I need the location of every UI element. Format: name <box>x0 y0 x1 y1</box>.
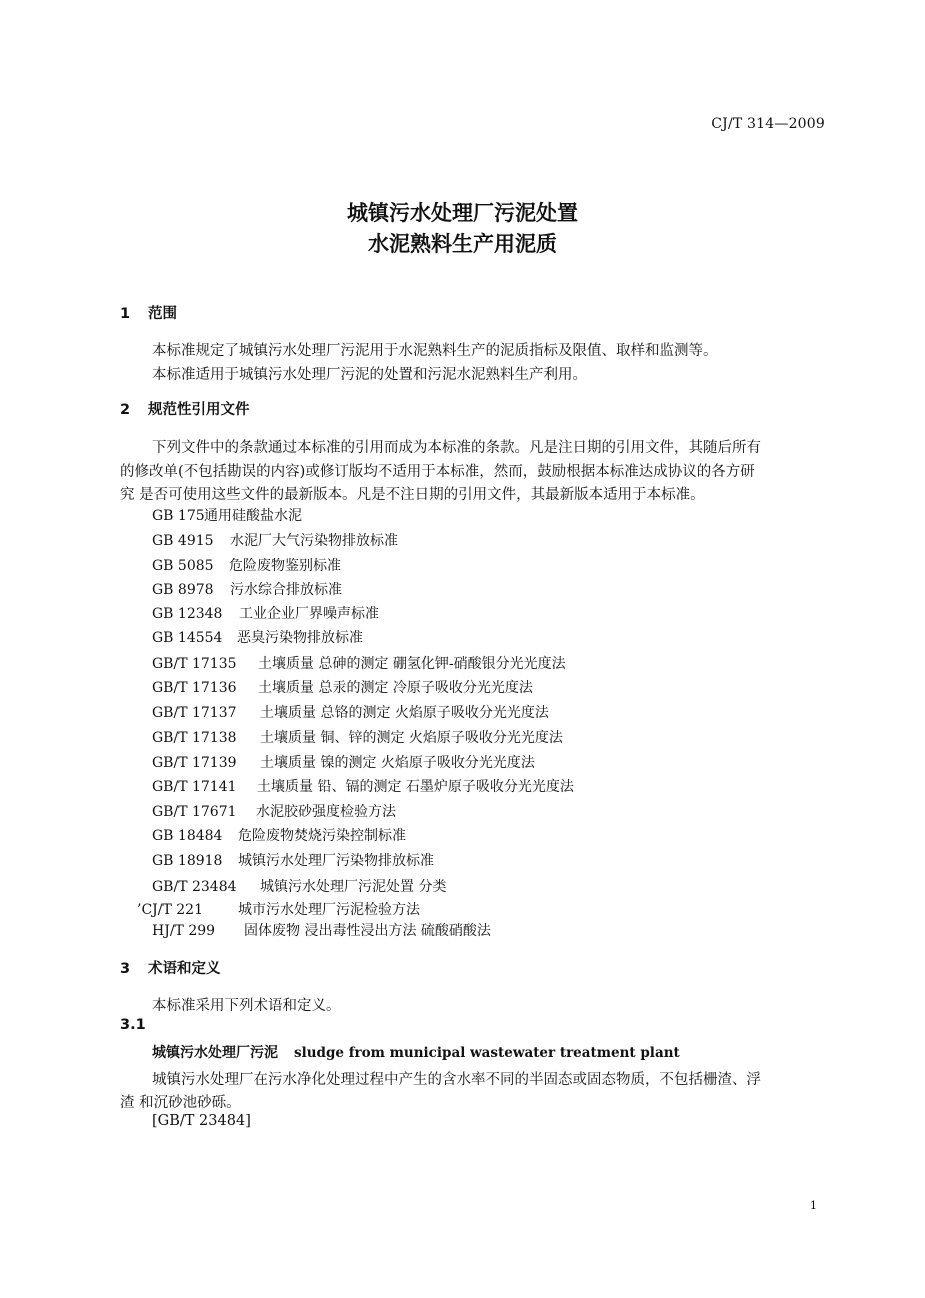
reference-item <box>152 727 563 747</box>
term-definition-line: 城镇污水处理厂在污水净化处理过程中产生的含水率不同的半固态或固态物质，不包括栅渣、浮 <box>152 1072 761 1088</box>
paragraph-line: 的修改单(不包括勘误的内容)或修订版均不适用于本标准，然而，鼓励根据本标准达成协议的各方研 <box>120 464 755 480</box>
reference-name: 城市污水处理厂污泥检验方法 <box>238 902 420 918</box>
reference-code: GB 18918 <box>152 853 223 869</box>
reference-name: 危险废物鉴别标准 <box>229 558 341 574</box>
section-title: 规范性引用文件 <box>148 402 250 418</box>
reference-code: GB 18484 <box>152 828 223 844</box>
reference-code: GB/T 23484 <box>152 879 237 895</box>
reference-name: 土壤质量 铅、镉的测定 石墨炉原子吸收分光光度法 <box>257 779 574 795</box>
reference-item <box>152 920 491 940</box>
term-number: 3.1 <box>120 1017 146 1033</box>
reference-item <box>137 899 420 919</box>
reference-name: 通用硅酸盐水泥 <box>204 508 302 524</box>
reference-code: GB 12348 <box>152 606 223 622</box>
reference-item <box>152 825 406 845</box>
reference-item <box>152 702 549 722</box>
section-title: 术语和定义 <box>148 961 221 977</box>
reference-name: 水泥厂大气污染物排放标准 <box>230 533 398 549</box>
reference-code: GB/T 17136 <box>152 680 237 696</box>
page-number: 1 <box>810 1199 817 1212</box>
paragraph: 本标准适用于城镇污水处理厂污泥的处置和污泥水泥熟料生产利用。 <box>152 367 587 383</box>
section-number: 3 <box>120 961 131 977</box>
reference-code: GB 8978 <box>152 582 214 598</box>
reference-item <box>152 555 341 575</box>
reference-name: 土壤质量 总砷的测定 硼氢化钾-硝酸银分光光度法 <box>258 656 566 672</box>
term-chinese: 城镇污水处理厂污泥 <box>152 1045 278 1061</box>
paragraph: 本标准规定了城镇污水处理厂污泥用于水泥熟料生产的泥质指标及限值、取样和监测等。 <box>152 343 718 359</box>
reference-item <box>152 801 396 821</box>
reference-code: GB 5085 <box>152 558 214 574</box>
reference-code: ’CJ/T 221 <box>137 902 204 918</box>
reference-item <box>152 876 446 896</box>
document-title-line1: 城镇污水处理厂污泥处置 <box>347 201 578 225</box>
reference-item <box>152 653 566 673</box>
reference-code: GB/T 17141 <box>152 779 237 795</box>
term-heading <box>152 1042 680 1062</box>
reference-item <box>152 579 342 599</box>
reference-name: 土壤质量 铜、锌的测定 火焰原子吸收分光光度法 <box>260 730 563 746</box>
section-heading-2 <box>120 398 250 419</box>
paragraph: 本标准采用下列术语和定义。 <box>152 998 341 1014</box>
reference-item <box>152 776 574 796</box>
reference-item <box>152 505 302 525</box>
reference-code: GB 4915 <box>152 533 214 549</box>
reference-item <box>152 603 379 623</box>
section-heading-3 <box>120 957 221 978</box>
reference-code: GB 175 <box>152 508 205 524</box>
reference-item <box>152 850 434 870</box>
term-definition-line: 渣 和沉砂池砂砾。 <box>120 1095 241 1111</box>
term-english: sludge from municipal wastewater treatment plant <box>294 1045 680 1061</box>
reference-code: GB/T 17138 <box>152 730 237 746</box>
reference-name: 恶臭污染物排放标准 <box>237 630 363 646</box>
paragraph-line: 究 是否可使用这些文件的最新版本。凡是不注日期的引用文件，其最新版本适用于本标准。 <box>120 487 705 503</box>
reference-item <box>152 752 535 772</box>
reference-code: HJ/T 299 <box>152 923 216 939</box>
reference-name: 土壤质量 总铬的测定 火焰原子吸收分光光度法 <box>260 705 549 721</box>
reference-name: 污水综合排放标准 <box>230 582 342 598</box>
section-title: 范围 <box>148 306 177 322</box>
reference-name: 城镇污水处理厂污泥处置 分类 <box>260 879 447 895</box>
document-title-line2: 水泥熟料生产用泥质 <box>368 232 557 256</box>
section-heading-1 <box>120 302 177 323</box>
reference-code: GB/T 17671 <box>152 804 237 820</box>
paragraph-line: 下列文件中的条款通过本标准的引用而成为本标准的条款。凡是注日期的引用文件，其随后所有 <box>152 440 761 456</box>
reference-code: GB/T 17139 <box>152 755 237 771</box>
reference-name: 城镇污水处理厂污染物排放标准 <box>238 853 434 869</box>
section-number: 2 <box>120 402 131 418</box>
reference-item <box>152 530 398 550</box>
reference-item <box>152 677 533 697</box>
reference-name: 工业企业厂界噪声标准 <box>239 606 379 622</box>
reference-name: 水泥胶砂强度检验方法 <box>256 804 396 820</box>
reference-name: 危险废物焚烧污染控制标准 <box>238 828 406 844</box>
reference-item <box>152 627 363 647</box>
reference-code: GB/T 17137 <box>152 705 237 721</box>
reference-name: 土壤质量 总汞的测定 冷原子吸收分光光度法 <box>258 680 533 696</box>
term-source: [GB/T 23484] <box>152 1113 251 1129</box>
standard-code: CJ/T 314—2009 <box>711 116 825 132</box>
reference-name: 土壤质量 镍的测定 火焰原子吸收分光光度法 <box>260 755 535 771</box>
reference-code: GB 14554 <box>152 630 223 646</box>
reference-name: 固体废物 浸出毒性浸出方法 硫酸硝酸法 <box>244 923 491 939</box>
section-number: 1 <box>120 306 131 322</box>
reference-code: GB/T 17135 <box>152 656 237 672</box>
